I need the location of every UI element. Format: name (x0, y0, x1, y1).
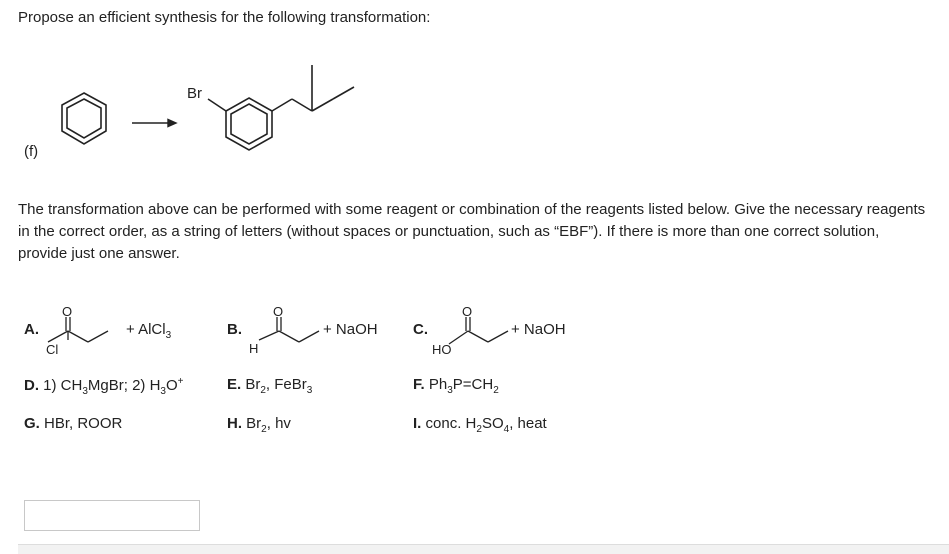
a-bond (48, 331, 68, 342)
b-oxygen: O (273, 304, 284, 319)
part-label: (f) (24, 143, 39, 160)
option-g: G. HBr, ROOR (24, 415, 123, 432)
option-c-letter: C. (413, 321, 428, 338)
b-bond (279, 331, 299, 342)
b-hydrogen: H (249, 341, 259, 356)
product-structure (208, 65, 354, 150)
option-e: E. $Br_2$, FeBr$_3$ (227, 376, 313, 396)
bromine-label: Br (187, 85, 202, 102)
reaction-scheme (0, 0, 949, 200)
option-a-letter: A. (24, 321, 39, 338)
a-oxygen: O (62, 304, 73, 319)
option-i: I. conc. $H_2SO_4$, heat (413, 415, 547, 435)
b-bond (259, 331, 279, 340)
option-a-reagent: + AlCl$_3$ (126, 321, 172, 341)
a-bond (88, 331, 108, 342)
c-oxygen: O (462, 304, 473, 319)
c-hydroxyl: HO (432, 342, 452, 357)
answer-input[interactable] (24, 500, 200, 531)
a-bond (68, 331, 88, 342)
option-d: D. 1) $CH_3MgBr$; 2) $H_3O^+$ (24, 376, 184, 397)
option-f: F. $Ph_3P=CH_2$ (413, 376, 499, 396)
benzene-starting-material (62, 93, 106, 144)
c-bond (449, 331, 468, 344)
c-bond (468, 331, 488, 342)
c-bond (488, 331, 508, 342)
question-prompt: Propose an efficient synthesis for the following transformation: (18, 9, 431, 26)
option-h: H. $Br_2$, hv (227, 415, 291, 435)
reaction-arrow (132, 120, 176, 127)
instructions-text: The transformation above can be performed with some reagent or combination of the reagents listed below. Give the necessary reagents in the correct order, as a string of letters (without spaces or punctuation, such as “EBF”). If there is more than one correct solution, provide just one answer. (18, 201, 926, 262)
option-c-reagent: + NaOH (511, 321, 566, 338)
b-bond (299, 331, 319, 342)
a-chlorine: Cl (46, 342, 59, 357)
option-b-reagent: + NaOH (323, 321, 378, 338)
option-b-letter: B. (227, 321, 242, 338)
